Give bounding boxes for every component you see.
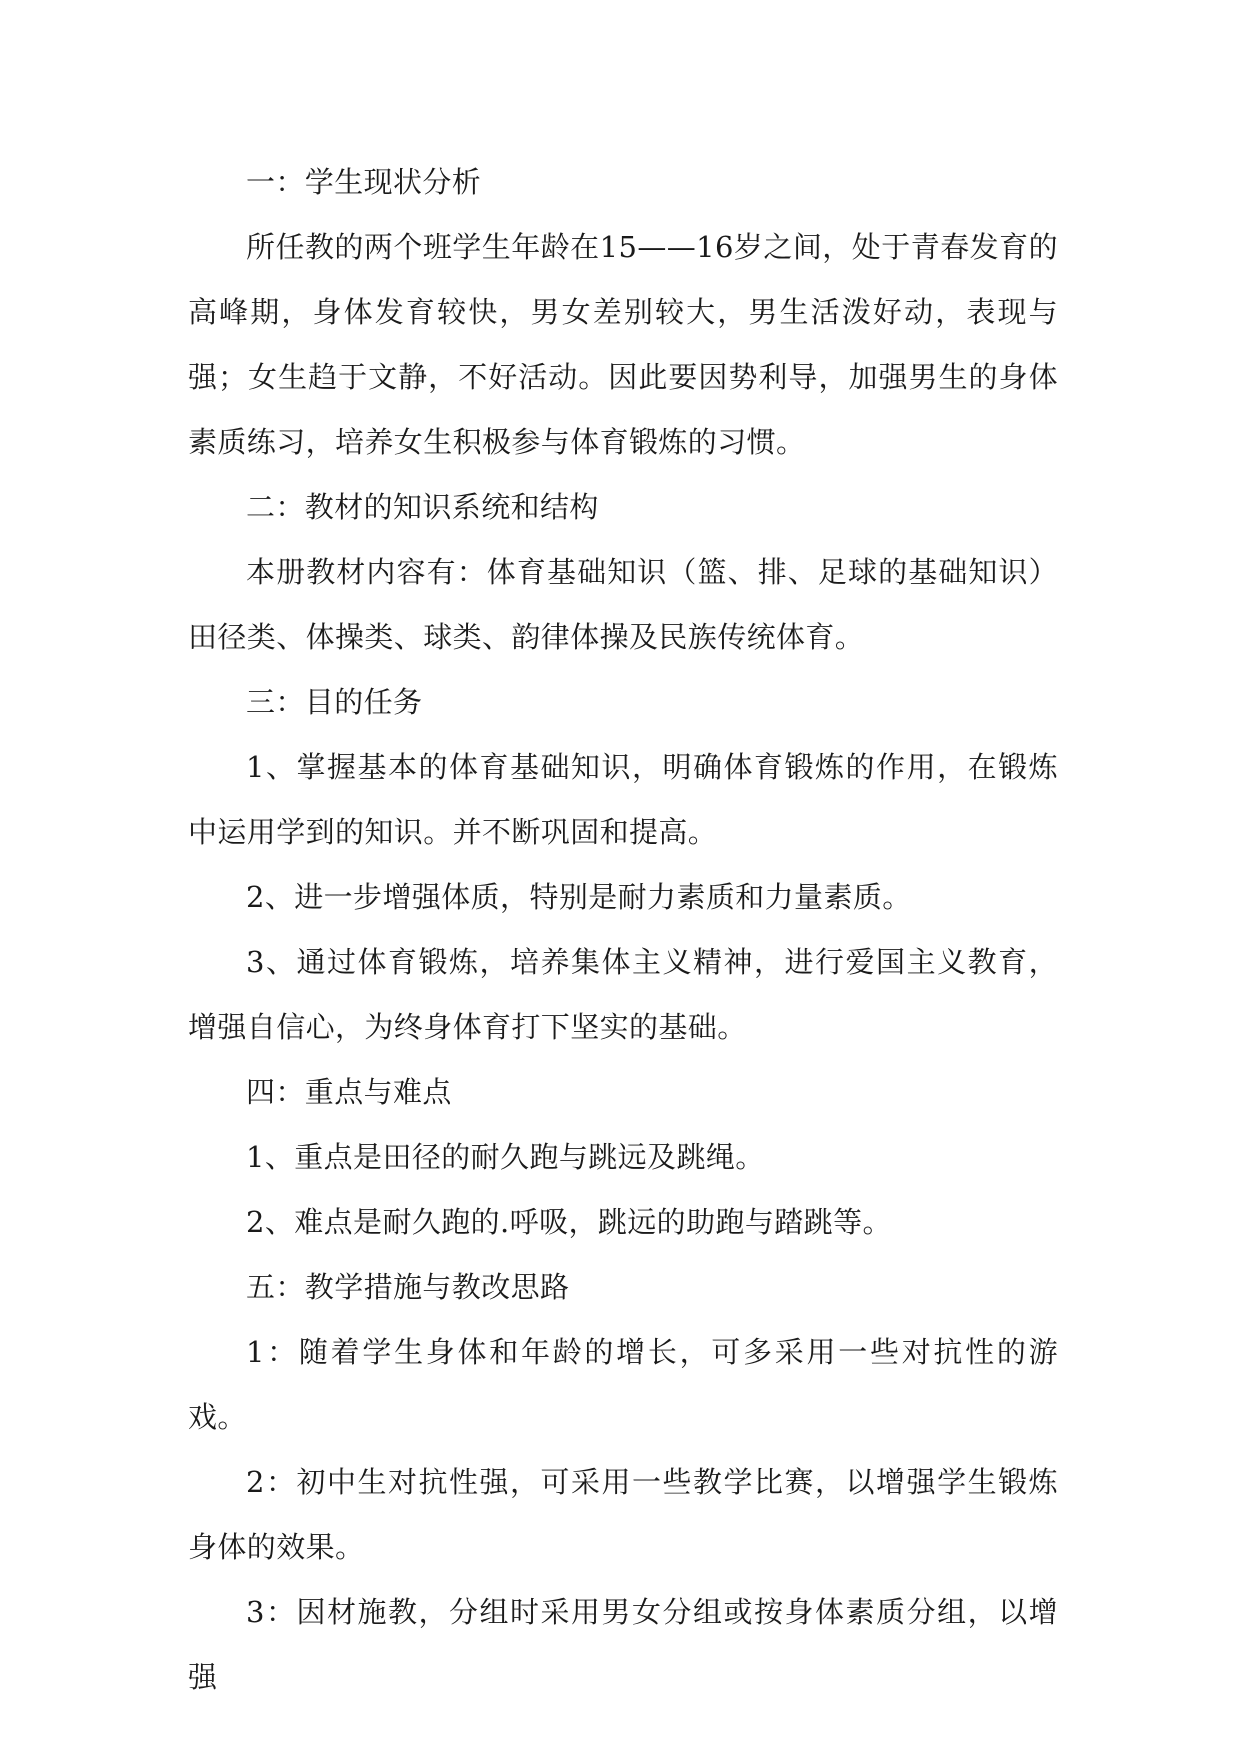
- objective-item-1: 1、掌握基本的体育基础知识，明确体育锻炼的作用，在锻炼中运用学到的知识。并不断巩固和提高。: [188, 750, 1058, 849]
- measure-item-1: 1：随着学生身体和年龄的增长，可多采用一些对抗性的游戏。: [188, 1335, 1058, 1434]
- measure-item-2: 2：初中生对抗性强，可采用一些教学比赛，以增强学生锻炼身体的效果。: [188, 1465, 1058, 1564]
- measure-item-3: 3：因材施教，分组时采用男女分组或按身体素质分组，以增强: [188, 1595, 1058, 1694]
- key-point-item-1: 1、重点是田径的耐久跑与跳远及跳绳。: [246, 1140, 765, 1174]
- section-heading-key-points: 四：重点与难点: [246, 1075, 452, 1109]
- paragraph-student-analysis: 所任教的两个班学生年龄在15——16岁之间，处于青春发育的高峰期，身体发育较快，男女差别较大，男生活泼好动，表现与强；女生趋于文静，不好活动。因此要因势利导，加强男生的身体素质练习，培养女生积极参与体育锻炼的习惯。: [188, 230, 1058, 459]
- section-heading-textbook-structure: 二：教材的知识系统和结构: [246, 490, 599, 524]
- document-body: [188, 150, 1058, 1710]
- section-heading-teaching-measures: 五：教学措施与教改思路: [246, 1270, 570, 1304]
- section-heading-objectives: 三：目的任务: [246, 685, 423, 719]
- paragraph-textbook-content: 本册教材内容有：体育基础知识（篮、排、足球的基础知识）田径类、体操类、球类、韵律体操及民族传统体育。: [188, 555, 1058, 654]
- key-point-item-2: 2、难点是耐久跑的.呼吸，跳远的助跑与踏跳等。: [246, 1205, 892, 1239]
- section-heading-student-analysis: 一：学生现状分析: [246, 165, 482, 199]
- objective-item-2: 2、进一步增强体质，特别是耐力素质和力量素质。: [246, 880, 912, 914]
- objective-item-3: 3、通过体育锻炼，培养集体主义精神，进行爱国主义教育，增强自信心，为终身体育打下坚实的基础。: [188, 945, 1058, 1044]
